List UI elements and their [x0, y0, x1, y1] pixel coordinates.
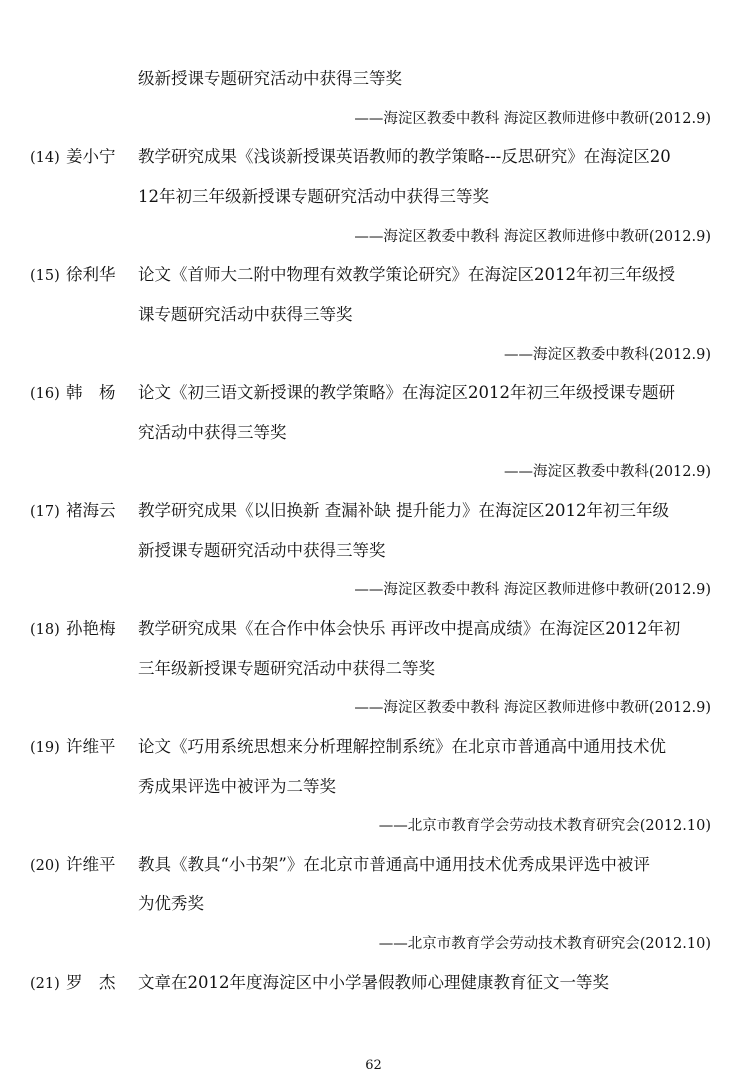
entry-text-line: 教学研究成果《在合作中体会快乐 再评改中提高成绩》在海淀区2012年初	[138, 619, 681, 638]
entry-text-line: 论文《首师大二附中物理有效教学策论研究》在海淀区2012年初三年级授	[138, 265, 675, 284]
entry-text-line: 为优秀奖	[138, 894, 204, 913]
entry-author: 韩 杨	[66, 383, 116, 402]
entry-source: ——北京市教育学会劳动技术教育研究会(2012.10)	[378, 936, 711, 952]
entry-source: ——海淀区教委中教科 海淀区教师进修中教研(2012.9)	[354, 111, 711, 127]
entry-author: 许维平	[66, 855, 116, 874]
entry-number: (14)	[30, 150, 60, 166]
entry-number: (16)	[30, 386, 60, 402]
entry-source: ——北京市教育学会劳动技术教育研究会(2012.10)	[378, 818, 711, 834]
entry-text-line: 级新授课专题研究活动中获得三等奖	[138, 69, 402, 88]
entry-text-line: 三年级新授课专题研究活动中获得二等奖	[138, 659, 435, 678]
entry-source: ——海淀区教委中教科(2012.9)	[503, 464, 711, 480]
entry-number: (19)	[30, 740, 60, 756]
entry-author: 许维平	[66, 737, 116, 756]
entry-text-line: 秀成果评选中被评为二等奖	[138, 777, 336, 796]
entry-author: 徐利华	[66, 265, 116, 284]
entry-text-line: 论文《巧用系统思想来分析理解控制系统》在北京市普通高中通用技术优	[138, 737, 666, 756]
entry-text-line: 新授课专题研究活动中获得三等奖	[138, 541, 386, 560]
entry-text-line: 教学研究成果《以旧换新 查漏补缺 提升能力》在海淀区2012年初三年级	[138, 501, 669, 520]
entry-text-line: 文章在2012年度海淀区中小学暑假教师心理健康教育征文一等奖	[138, 973, 609, 992]
entry-number: (17)	[30, 504, 60, 520]
entry-text-line: 究活动中获得三等奖	[138, 423, 287, 442]
entry-source: ——海淀区教委中教科 海淀区教师进修中教研(2012.9)	[354, 229, 711, 245]
entry-author: 孙艳梅	[66, 619, 116, 638]
page-number: 62	[365, 1058, 382, 1073]
entry-text-line: 教学研究成果《浅谈新授课英语教师的教学策略---反思研究》在海淀区20	[138, 147, 671, 166]
entry-number: (21)	[30, 976, 60, 992]
entry-author: 褚海云	[66, 501, 116, 520]
entry-text-line: 12年初三年级新授课专题研究活动中获得三等奖	[138, 187, 489, 206]
entry-author: 姜小宁	[66, 147, 116, 166]
entry-number: (18)	[30, 622, 60, 638]
entry-source: ——海淀区教委中教科(2012.9)	[503, 347, 711, 363]
entry-source: ——海淀区教委中教科 海淀区教师进修中教研(2012.9)	[354, 700, 711, 716]
entry-number: (15)	[30, 268, 60, 284]
entry-text-line: 论文《初三语文新授课的教学策略》在海淀区2012年初三年级授课专题研	[138, 383, 675, 402]
entry-author: 罗 杰	[66, 973, 116, 992]
entry-number: (20)	[30, 858, 60, 874]
entry-source: ——海淀区教委中教科 海淀区教师进修中教研(2012.9)	[354, 582, 711, 598]
entry-text-line: 课专题研究活动中获得三等奖	[138, 305, 353, 324]
entry-text-line: 教具《教具“小书架”》在北京市普通高中通用技术优秀成果评选中被评	[138, 855, 650, 874]
